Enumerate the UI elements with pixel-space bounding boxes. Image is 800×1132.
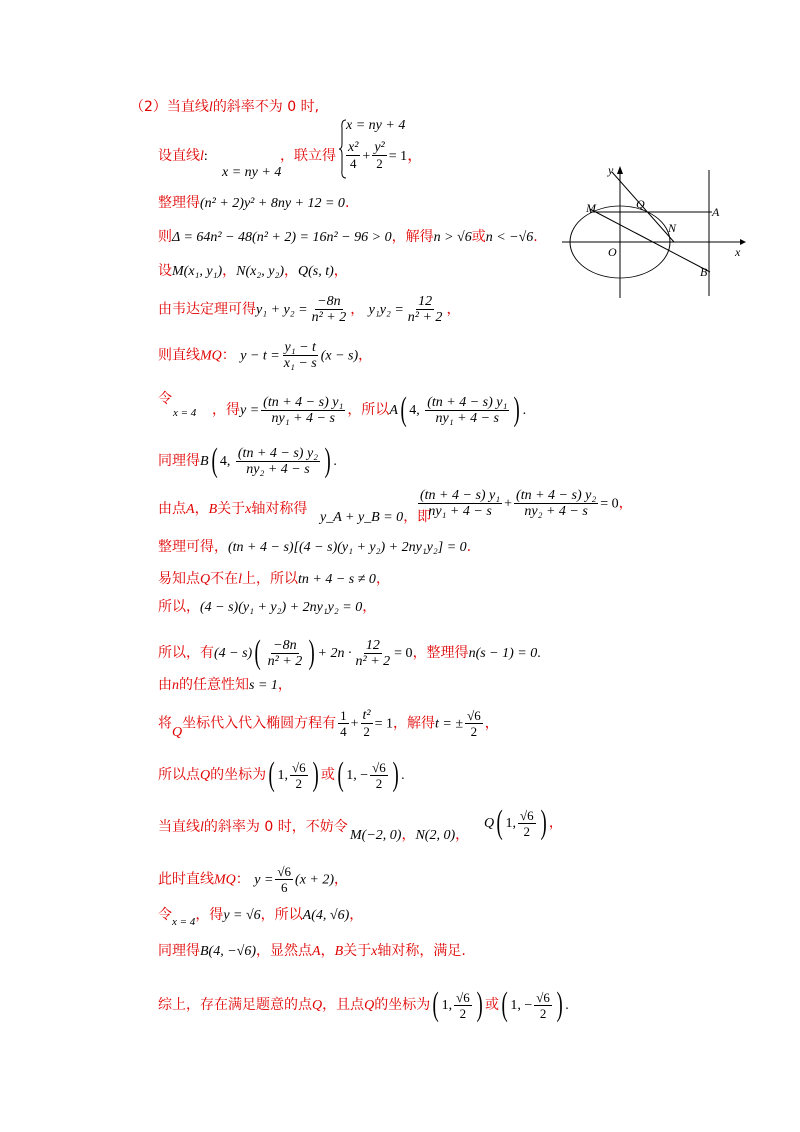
math: 1, — [277, 768, 288, 783]
denominator: n² + 2 — [407, 310, 443, 325]
fraction — [406, 294, 445, 325]
denominator: ny₁ + 4 − s — [271, 410, 335, 426]
math: A — [389, 403, 398, 418]
denominator: 2 — [376, 156, 383, 171]
text-line: 同理得B( 4, $\frac{\text{(tn + 4 − s) y₂}}{\text{ny₂ + 4 − s}}$ ) . — [158, 442, 337, 479]
math: 1, − — [510, 998, 533, 1013]
text: 或 — [471, 229, 486, 245]
numerator: √6 — [291, 759, 306, 775]
text-line: 此时直线MQ： y = $\frac{√6}{6}$ (x + 2)， — [158, 864, 349, 895]
numerator: x² — [348, 140, 359, 155]
fraction — [290, 760, 308, 791]
text: 同理得 — [158, 453, 200, 469]
text-line — [158, 906, 364, 928]
text: 设直线 — [158, 148, 200, 164]
text: ，得 — [195, 907, 224, 923]
math: (4 − s)(y₁ + y₂) + 2ny₁y₂ = 0 — [200, 600, 363, 615]
math: N(x₂, y₂) — [236, 264, 284, 279]
denominator: n² + 2 — [355, 653, 391, 669]
math: x = ny + 4 — [222, 165, 282, 180]
symbol: Q — [172, 724, 183, 740]
symbol: l — [200, 149, 204, 164]
math: + 2n · — [317, 646, 352, 661]
text: 令 — [158, 391, 172, 407]
text: 的任意性知 — [179, 677, 249, 693]
line-mb — [590, 209, 710, 272]
text: 当直线 — [158, 819, 200, 835]
text: 的斜率为 0 时，不妨令 — [203, 819, 348, 835]
symbol: Q — [200, 572, 211, 587]
text: ， — [484, 715, 499, 732]
fraction — [518, 808, 536, 839]
text: . — [466, 539, 472, 555]
math: Q(s, t) — [297, 264, 334, 279]
numerator: (tn + 4 − s) y₂ — [237, 445, 319, 461]
text: ， — [548, 815, 563, 831]
x-axis-arrow-icon — [740, 239, 746, 245]
denominator: ny₂ + 4 − s — [246, 461, 310, 477]
text: . — [401, 768, 405, 783]
text: 则直线 — [158, 347, 200, 364]
numerator: √6 — [467, 708, 481, 723]
text-line — [130, 98, 319, 117]
y-axis-arrow-icon — [617, 166, 623, 174]
text: ，得 — [212, 402, 240, 418]
fraction — [236, 446, 320, 477]
math: B(4, −√6) — [200, 944, 257, 959]
text: 关于 — [217, 501, 246, 517]
text-line — [158, 500, 307, 519]
numerator: −8n — [273, 637, 297, 653]
text: ， — [222, 263, 237, 279]
symbol: Q — [312, 998, 323, 1013]
text: ， — [407, 145, 424, 164]
text-line — [158, 294, 460, 325]
denominator: 2 — [523, 823, 531, 839]
symbol: Q — [200, 768, 211, 783]
text: . — [344, 195, 350, 211]
text: ， — [358, 347, 373, 364]
symbol: B — [334, 944, 344, 959]
text-line: 则直线MQ： y − t = $\frac{\text{y₁ − t}}{\text{x₁ − s}}$ (x − s)， — [158, 340, 373, 371]
text: ， — [401, 827, 416, 843]
text: 坐标代入代入椭圆方程有 — [182, 715, 337, 732]
math: 1, — [505, 816, 516, 831]
text-line: 将Q坐标代入代入椭圆方程有 $\frac{1}{4}$ + $\frac{\text{t²}}{2}$ = 1，解得t = ± $\frac{√6}{2}$ ， — [158, 708, 499, 740]
numerator: √6 — [372, 759, 386, 775]
text-line — [158, 570, 390, 589]
symbol: A — [312, 944, 321, 959]
fraction — [425, 395, 509, 426]
text-line: ，得y = $\frac{\text{(tn + 4 − s) y₁}}{\text{ny₁ + 4 − s}}$ ，所以A( 4, $\frac{\text{(tn + 4 − s) y₁}}{\text{ny₁ + 4 − s}}$ ) . — [212, 391, 527, 428]
text: 或 — [485, 997, 500, 1013]
denominator: 4 — [340, 724, 347, 739]
text: 不在 — [210, 571, 239, 587]
text: 由点 — [158, 501, 186, 517]
math: B — [200, 454, 209, 469]
denominator: 6 — [280, 880, 288, 895]
symbol: Q — [364, 998, 375, 1013]
math: Q — [484, 816, 495, 831]
text: 轴对称得 — [251, 501, 308, 517]
text: 令 — [158, 907, 172, 923]
math: t = ± — [435, 716, 464, 732]
equation — [222, 163, 281, 182]
symbol: n — [172, 678, 179, 693]
label-m: M — [586, 201, 596, 215]
text: 综上，存在满足题意的点 — [158, 997, 312, 1013]
denominator: n² + 2 — [311, 310, 347, 325]
text: 所以， — [158, 599, 200, 615]
math: = 1 — [374, 716, 394, 732]
text: ， — [320, 943, 335, 959]
fraction — [346, 140, 360, 171]
fraction — [310, 294, 349, 325]
numerator: (tn + 4 − s) y₁ — [420, 488, 501, 503]
symbol: A — [186, 502, 195, 517]
text: 设 — [158, 263, 172, 279]
text-line — [158, 228, 538, 247]
text-line: 设直线l: — [158, 148, 208, 164]
text: ， — [283, 263, 298, 279]
fraction — [454, 990, 472, 1021]
math: y₁y₂ = — [368, 302, 404, 318]
math: (tn + 4 − s)[(4 − s)(y₁ + y₂) + 2ny₁y₂] = 0 — [228, 540, 467, 555]
fraction — [266, 638, 305, 669]
text-line: 综上，存在满足题意的点Q，且点Q的坐标为( 1, $\frac{√6}{2}$ ) 或( 1, − $\frac{√6}{2}$ ) . — [158, 986, 569, 1023]
symbol: l — [200, 820, 204, 835]
text: ，联立得 — [280, 148, 336, 164]
math: x = ny + 4 — [346, 118, 406, 133]
math: s = 1 — [249, 678, 278, 693]
text-line: 所以，有(4 − s)( $\frac{-8n}{\text{n² + 2}}$ ) + 2n · $\frac{12}{\text{n² + 2}}$ = 0，整理得n(s − 1) = 0. — [158, 634, 541, 671]
numerator: 12 — [418, 294, 433, 309]
math: M(x₁, y₁) — [172, 264, 223, 279]
label-o: O — [608, 245, 617, 259]
text-line — [158, 676, 292, 695]
text: 将 — [158, 715, 172, 732]
denominator: 4 — [349, 156, 357, 171]
numerator: 12 — [365, 637, 380, 653]
text-line — [280, 147, 336, 165]
fraction — [282, 340, 319, 371]
text: 所以，有 — [158, 645, 214, 661]
math: y_A + y_B = 0 — [320, 510, 404, 525]
math: n > √6 — [433, 230, 472, 245]
math: (n² + 2)y² + 8ny + 12 = 0 — [200, 196, 345, 211]
numerator: (tn + 4 − s) y₂ — [516, 488, 597, 503]
numerator: (tn + 4 − s) y₁ — [263, 394, 344, 410]
text: 关于 — [343, 943, 372, 959]
math: y − t = — [240, 348, 280, 364]
denominator: 2 — [295, 775, 303, 791]
label-y: y — [608, 163, 614, 177]
equation — [350, 826, 469, 845]
equation-system: x = ny + 4 $\frac{\text{x²}}{4}$ + $\frac{\text{y²}}{2}$ = 1， — [338, 118, 418, 180]
denominator: 2 — [539, 1005, 547, 1021]
text: ， — [618, 495, 633, 512]
text: ， — [375, 571, 390, 587]
fraction — [514, 488, 598, 519]
math: (4 − s) — [214, 646, 253, 661]
text-line: 所以点Q的坐标为( 1, $\frac{√6}{2}$ ) 或( 1, − $\frac{√6}{2}$ ) . — [158, 756, 405, 793]
numerator: √6 — [456, 989, 470, 1005]
math: 1, — [441, 998, 453, 1013]
math: y = √6 — [223, 908, 261, 923]
symbol: x — [371, 944, 378, 959]
denominator: 2 — [363, 724, 370, 739]
text: . — [333, 454, 337, 469]
equation — [173, 404, 196, 422]
math: n(s − 1) = 0 — [468, 646, 538, 661]
text: . — [537, 646, 541, 661]
fraction — [418, 488, 502, 519]
math: = 1 — [388, 149, 408, 164]
numerator: √6 — [277, 864, 292, 879]
text: ， — [349, 907, 364, 923]
label-x: x — [735, 245, 741, 259]
fraction — [275, 864, 293, 895]
symbol: x — [245, 502, 252, 517]
text: 由 — [158, 677, 172, 693]
text: ， — [334, 871, 349, 888]
text: 整理得 — [158, 195, 200, 211]
denominator: ny₂ + 4 − s — [524, 504, 588, 519]
fraction — [372, 140, 386, 171]
text: ，即 — [403, 509, 432, 525]
text: 或 — [320, 767, 335, 783]
text: ， — [362, 599, 377, 615]
text: 所以点 — [158, 767, 200, 783]
text-line — [158, 390, 172, 408]
numerator: 1 — [340, 708, 347, 723]
label-b: B — [700, 265, 708, 279]
ellipse-diagram — [562, 160, 748, 300]
text-line — [158, 538, 471, 557]
fraction — [261, 395, 345, 426]
symbol: l — [238, 572, 243, 587]
math: y = — [240, 403, 260, 418]
equation: Q( 1, $\frac{√6}{2}$ ) ， — [484, 804, 563, 841]
text: 的坐标为 — [374, 997, 431, 1013]
text-line — [158, 194, 349, 213]
symbol: B — [208, 502, 218, 517]
text: ， — [350, 301, 365, 318]
text: ，所以 — [260, 907, 303, 923]
denominator: ny₁ + 4 − s — [435, 410, 499, 426]
denominator: 2 — [375, 775, 383, 791]
text: . — [522, 403, 527, 418]
math: A(4, √6) — [302, 908, 350, 923]
math: n < −√6 — [485, 230, 534, 245]
numerator: (tn + 4 − s) y₁ — [427, 394, 508, 410]
math: 1, − — [346, 768, 369, 783]
fraction — [465, 708, 483, 739]
fraction — [338, 708, 349, 739]
math: tn + 4 − s ≠ 0 — [298, 572, 376, 587]
equation — [320, 508, 431, 527]
text: ，整理得 — [412, 645, 469, 661]
numerator: √6 — [536, 989, 550, 1005]
text: ，解得 — [393, 715, 436, 732]
numerator: y₁ − t — [284, 340, 316, 355]
text: 的坐标为 — [210, 767, 267, 783]
text: 的斜率不为 0 时, — [212, 99, 320, 115]
text-line — [158, 942, 466, 961]
label-a: A — [712, 205, 720, 219]
fraction — [534, 990, 552, 1021]
math: x = 4 — [173, 407, 197, 419]
fraction — [370, 760, 388, 791]
math: (x + 2) — [295, 872, 335, 888]
equation: $\frac{\text{(tn + 4 − s) y₁}}{\text{ny₁ + 4 − s}}$ + $\frac{\text{(tn + 4 − s) y₂}}{\text{ny₂ + 4 − s}}$ = 0， — [420, 488, 633, 519]
text: ， — [194, 501, 209, 517]
numerator: √6 — [519, 807, 534, 823]
text: ， — [333, 263, 348, 279]
text: 易知点 — [158, 571, 200, 587]
text: 则 — [158, 229, 172, 245]
symbol: MQ — [214, 872, 236, 888]
text: ， — [277, 677, 292, 693]
text: 同理得 — [158, 943, 200, 959]
text: ， — [455, 827, 470, 843]
math: y₁ + y₂ = — [256, 302, 308, 318]
text: 上，所以 — [242, 571, 299, 587]
text: ，显然点 — [256, 943, 313, 959]
text: ， — [446, 301, 461, 318]
math: M(−2, 0) — [350, 828, 402, 843]
symbol: l — [208, 100, 213, 115]
numerator: −8n — [317, 294, 341, 309]
numerator: t² — [362, 708, 371, 723]
text: . — [565, 998, 569, 1013]
text: （2）当直线 — [130, 99, 209, 115]
math: = 0 — [600, 496, 619, 512]
text-line — [158, 598, 376, 617]
text: 此时直线 — [158, 871, 214, 888]
denominator: 2 — [459, 1005, 467, 1021]
fraction — [361, 708, 373, 739]
symbol: MQ — [200, 348, 222, 364]
math: = 0 — [394, 646, 413, 661]
text: 由韦达定理可得 — [158, 301, 256, 318]
denominator: x₁ − s — [283, 356, 317, 371]
math: y = — [254, 872, 274, 888]
text: 整理可得， — [158, 539, 228, 555]
text-line — [158, 262, 348, 281]
label-n: N — [668, 221, 677, 235]
math: x = 4 — [172, 916, 196, 928]
math: N(2, 0) — [415, 828, 456, 843]
text-line — [158, 818, 348, 837]
text: ，解得 — [391, 229, 434, 245]
math: Δ = 64n² − 48(n² + 2) = 16n² − 96 > 0 — [172, 230, 392, 245]
fraction — [354, 638, 393, 669]
numerator: y² — [374, 140, 385, 155]
text: . — [533, 229, 538, 245]
text: ，所以 — [347, 402, 390, 418]
denominator: n² + 2 — [267, 653, 303, 669]
text: 轴对称，满足. — [377, 943, 466, 959]
denominator: ny₁ + 4 − s — [428, 504, 492, 519]
label-q: Q — [636, 197, 645, 211]
math: (x − s) — [320, 348, 359, 364]
text: ，且点 — [322, 997, 365, 1013]
denominator: 2 — [470, 724, 478, 739]
